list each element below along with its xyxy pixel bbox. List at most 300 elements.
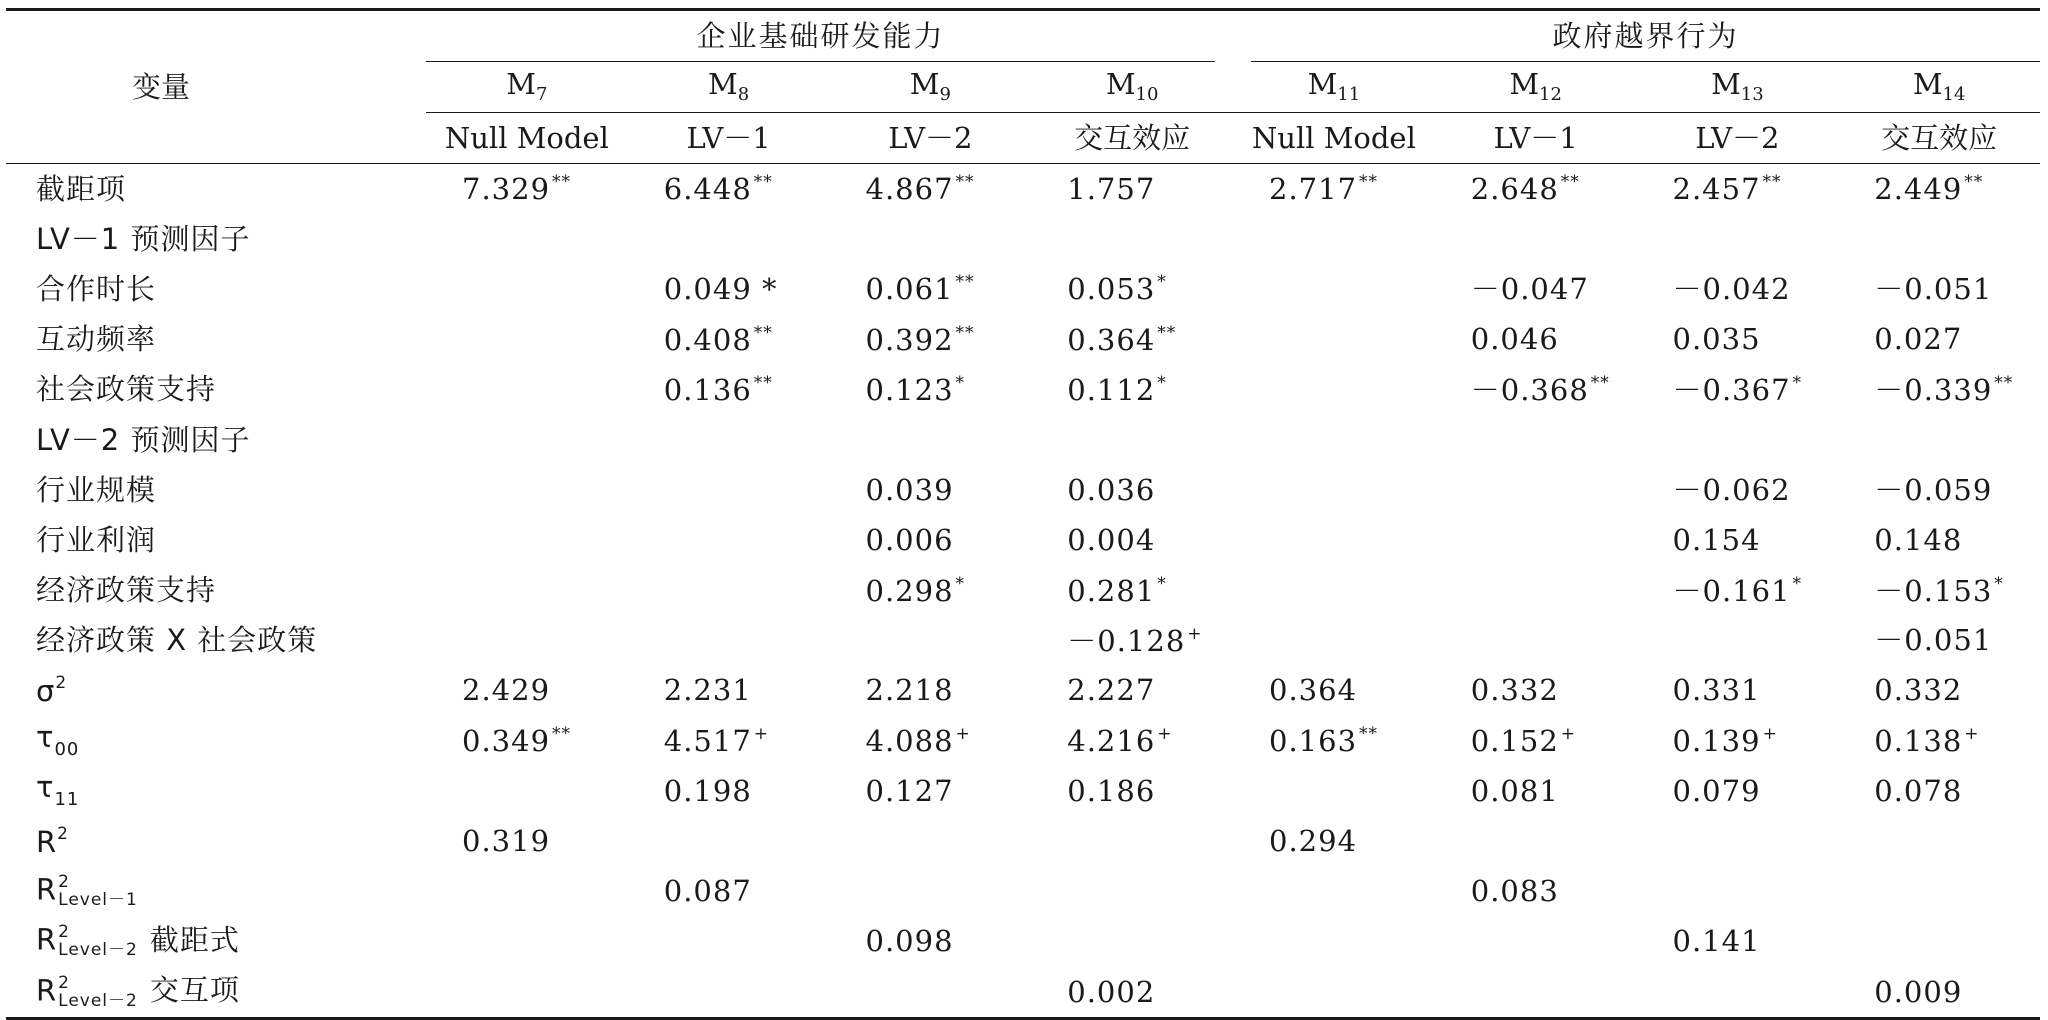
significance-marker: ** (1994, 372, 2014, 393)
significance-marker: ** (1964, 172, 1984, 193)
table-cell (628, 666, 830, 716)
table-cell (628, 164, 830, 215)
table-cell (1637, 967, 1839, 1019)
table-cell (426, 465, 628, 515)
table-cell (1031, 566, 1233, 616)
table-cell (628, 465, 830, 515)
model-type-m9: LV－2 (830, 113, 1032, 164)
table-row (6, 766, 2040, 816)
table-cell (426, 666, 628, 716)
cell-value: 2.449 (1874, 172, 1963, 207)
table-cell (830, 766, 1032, 816)
significance-marker: ** (1560, 172, 1580, 193)
cell-value: 0.081 (1470, 773, 1559, 808)
table-cell (426, 917, 628, 967)
row-label-text: LV－1 预测因子 (36, 221, 251, 256)
cell-value: 0.035 (1672, 322, 1761, 357)
table-cell (426, 315, 628, 365)
table-row (6, 716, 2040, 766)
table-cell (1233, 465, 1435, 515)
table-row (6, 666, 2040, 716)
table-cell (830, 214, 1032, 264)
cell-value: 0.009 (1874, 974, 1963, 1009)
cell-value: 1.757 (1067, 171, 1156, 206)
model-type-m10: 交互效应 (1031, 113, 1233, 164)
table-cell (830, 666, 1032, 716)
table-cell (1233, 214, 1435, 264)
row-label (6, 214, 426, 264)
row-label (6, 666, 426, 716)
cell-value: 0.004 (1067, 522, 1156, 557)
table-cell (628, 365, 830, 415)
cell-value: 0.049 * (663, 271, 778, 306)
table-cell (1435, 816, 1637, 866)
table-cell (1637, 816, 1839, 866)
row-label-scripts (58, 972, 138, 1011)
table-cell (426, 766, 628, 816)
table-row (6, 566, 2040, 616)
table-cell (1233, 867, 1435, 917)
table-cell (426, 716, 628, 766)
significance-marker: ** (955, 322, 975, 343)
table-cell (1233, 967, 1435, 1019)
table-cell (1435, 264, 1637, 314)
row-label (6, 616, 426, 666)
row-label (6, 867, 426, 917)
table-cell (1031, 616, 1233, 666)
table-cell (1637, 716, 1839, 766)
table-row (6, 867, 2040, 917)
cell-value: －0.368 (1470, 372, 1589, 407)
table-cell (628, 766, 830, 816)
model-id-m9: $M_9$ (909, 67, 951, 105)
cell-value: 0.053 (1067, 272, 1156, 307)
cell-value: 0.163 (1269, 724, 1358, 759)
cell-value: 2.227 (1067, 673, 1156, 708)
table-cell (1031, 867, 1233, 917)
table-cell (1838, 816, 2040, 866)
table-cell (1031, 315, 1233, 365)
row-label-text: τ (36, 720, 55, 755)
table-cell (628, 816, 830, 866)
table-cell (1435, 465, 1637, 515)
cell-value: 0.392 (865, 322, 954, 357)
table-cell (1637, 214, 1839, 264)
table-cell (830, 867, 1032, 917)
cell-value: －0.062 (1672, 472, 1791, 507)
table-cell (1435, 967, 1637, 1019)
table-cell (426, 264, 628, 314)
significance-marker: ** (1359, 172, 1379, 193)
table-cell (1031, 666, 1233, 716)
table-cell (1637, 666, 1839, 716)
row-label-text: 社会政策支持 (36, 372, 217, 407)
table-cell (1838, 164, 2040, 215)
row-label (6, 415, 426, 465)
row-label-text: R (36, 825, 58, 860)
significance-marker: ** (552, 724, 572, 745)
significance-marker: ** (1359, 724, 1379, 745)
significance-marker: * (955, 372, 966, 393)
significance-marker: ** (955, 272, 975, 293)
cell-value: 0.186 (1067, 773, 1156, 808)
row-label (6, 315, 426, 365)
significance-marker: + (1187, 623, 1203, 644)
row-label (6, 816, 426, 866)
group-title-gov: 政府越界行为 (1251, 11, 2040, 62)
table-cell (1838, 867, 2040, 917)
table-cell (1031, 365, 1233, 415)
table-cell (1838, 616, 2040, 666)
row-label (6, 264, 426, 314)
model-id-m7: $M_7$ (506, 67, 548, 105)
row-label (6, 917, 426, 967)
model-id-m13: $M_{13}$ (1711, 67, 1764, 105)
row-label-sub: Level－1 (58, 890, 138, 911)
cell-value: －0.051 (1874, 623, 1993, 658)
table-cell (426, 616, 628, 666)
cell-value: 0.349 (462, 724, 551, 759)
table-cell (830, 716, 1032, 766)
model-type-m7: Null Model (426, 113, 628, 164)
table-cell (628, 264, 830, 314)
cell-value: 0.087 (663, 874, 752, 909)
row-label-text: R (36, 922, 58, 957)
table-row (6, 214, 2040, 264)
row-label-text: R (36, 973, 58, 1008)
table-cell (426, 566, 628, 616)
cell-value: 2.457 (1672, 172, 1761, 207)
significance-marker: ** (1590, 372, 1610, 393)
row-label (6, 515, 426, 565)
row-label-text: 截距项 (36, 171, 127, 206)
table-cell (426, 415, 628, 465)
group-title-rd: 企业基础研发能力 (426, 11, 1215, 62)
table-cell (1637, 515, 1839, 565)
table-cell (1838, 967, 2040, 1019)
significance-marker: + (1762, 724, 1778, 745)
row-label-sub: Level－2 (58, 990, 138, 1011)
table-cell (830, 365, 1032, 415)
table-cell (1637, 766, 1839, 816)
table-cell (628, 214, 830, 264)
table-cell (830, 967, 1032, 1019)
significance-marker: ** (955, 172, 975, 193)
table-cell (1435, 214, 1637, 264)
table-cell (1838, 264, 2040, 314)
table-cell (830, 264, 1032, 314)
table-row (6, 465, 2040, 515)
table-row (6, 917, 2040, 967)
table-cell (426, 365, 628, 415)
significance-marker: ** (753, 322, 773, 343)
table-cell (1435, 616, 1637, 666)
model-type-m11: Null Model (1233, 113, 1435, 164)
table-cell (1435, 716, 1637, 766)
table-cell (830, 917, 1032, 967)
cell-value: 6.448 (663, 172, 752, 207)
table-cell (1233, 365, 1435, 415)
model-id-m10: $M_{10}$ (1105, 67, 1159, 105)
row-label (6, 365, 426, 415)
cell-value: 2.218 (865, 673, 954, 708)
row-label (6, 164, 426, 215)
table-header (6, 10, 2040, 164)
table-cell (830, 816, 1032, 866)
significance-marker: + (1157, 724, 1173, 745)
group-header-gov-overreach (1233, 10, 2040, 63)
cell-value: 0.281 (1067, 573, 1156, 608)
cell-value: 0.027 (1874, 322, 1963, 357)
row-label-tail: 截距式 (149, 922, 240, 957)
table-cell (830, 415, 1032, 465)
row-label-text: 合作时长 (36, 271, 157, 306)
model-id-m8: $M_8$ (708, 67, 750, 105)
model-type-m14: 交互效应 (1838, 113, 2040, 164)
cell-value: 2.717 (1269, 172, 1358, 207)
cell-value: －0.339 (1874, 372, 1993, 407)
table-row (6, 415, 2040, 465)
table-cell (830, 315, 1032, 365)
table-cell (1233, 164, 1435, 215)
table-cell (1031, 164, 1233, 215)
table-cell (628, 566, 830, 616)
significance-marker: ** (753, 372, 773, 393)
row-label-text: LV－2 预测因子 (36, 422, 251, 457)
cell-value: 0.298 (865, 573, 954, 608)
cell-value: －0.367 (1672, 372, 1791, 407)
significance-marker: + (1964, 724, 1980, 745)
table-cell (1031, 515, 1233, 565)
table-cell (1838, 566, 2040, 616)
table-cell (1838, 214, 2040, 264)
cell-value: 0.083 (1470, 874, 1559, 909)
table-cell (1233, 566, 1435, 616)
model-id-m12: $M_{12}$ (1509, 67, 1562, 105)
regression-table (6, 8, 2040, 1020)
cell-value: 0.002 (1067, 974, 1156, 1009)
significance-marker: * (1157, 573, 1167, 594)
table-cell (830, 616, 1032, 666)
row-label-sub: 00 (54, 739, 80, 761)
cell-value: 0.332 (1470, 673, 1559, 708)
cell-value: 0.319 (462, 824, 551, 859)
table-cell (1435, 766, 1637, 816)
table-cell (426, 164, 628, 215)
table-row (6, 164, 2040, 215)
cell-value: －0.161 (1672, 573, 1791, 608)
cell-value: 4.216 (1067, 724, 1156, 759)
cell-value: 0.364 (1067, 322, 1156, 357)
table-cell (1637, 867, 1839, 917)
significance-marker: ** (1762, 172, 1782, 193)
significance-marker: * (1792, 573, 1803, 594)
cell-value: 2.429 (462, 673, 551, 708)
cell-value: 0.331 (1672, 673, 1761, 708)
model-type-m8: LV－1 (628, 113, 830, 164)
table-cell (830, 566, 1032, 616)
table-cell (1031, 716, 1233, 766)
row-label-text: 经济政策 X 社会政策 (36, 623, 318, 658)
row-label-text: σ (36, 674, 56, 709)
row-label-sub: 11 (54, 789, 80, 811)
cell-value: 0.332 (1874, 673, 1963, 708)
significance-marker: * (1157, 372, 1167, 393)
model-id-m11: $M_{11}$ (1307, 67, 1361, 105)
cell-value: 0.148 (1874, 522, 1963, 557)
table-cell (1233, 716, 1435, 766)
significance-marker: + (955, 724, 971, 745)
group-header-rd-capability (426, 10, 1233, 63)
table-cell (1233, 766, 1435, 816)
cell-value: 0.139 (1672, 724, 1761, 759)
table-cell (1838, 315, 2040, 365)
table-cell (628, 967, 830, 1019)
table-cell (1637, 566, 1839, 616)
table-cell (426, 515, 628, 565)
table-cell (1838, 465, 2040, 515)
table-cell (628, 716, 830, 766)
cell-value: 2.231 (663, 673, 752, 708)
table-cell (1435, 415, 1637, 465)
table-row (6, 264, 2040, 314)
table-cell (1435, 365, 1637, 415)
cell-value: 0.123 (865, 372, 954, 407)
table-cell (1435, 917, 1637, 967)
table-cell (1838, 666, 2040, 716)
significance-marker: * (1792, 372, 1803, 393)
cell-value: －0.128 (1067, 623, 1186, 658)
row-label (6, 465, 426, 515)
row-label (6, 967, 426, 1019)
table-cell (1637, 616, 1839, 666)
cell-value: 0.294 (1269, 824, 1358, 859)
table-cell (426, 816, 628, 866)
table-cell (1031, 917, 1233, 967)
variable-column-header: 变量 (6, 10, 426, 164)
row-label-sup: 2 (58, 872, 70, 893)
table-cell (1637, 164, 1839, 215)
table-cell (628, 315, 830, 365)
row-label-sup: 2 (58, 922, 70, 943)
table-row (6, 515, 2040, 565)
cell-value: 0.136 (663, 372, 752, 407)
table-body (6, 164, 2040, 1019)
table-cell (1031, 214, 1233, 264)
significance-marker: + (1560, 724, 1577, 745)
cell-value: 0.138 (1874, 724, 1963, 759)
significance-marker: * (955, 573, 966, 594)
row-label-sup: 2 (58, 972, 70, 993)
cell-value: 0.154 (1672, 522, 1761, 557)
model-type-m12: LV－1 (1435, 113, 1637, 164)
row-label-tail: 交互项 (149, 973, 240, 1008)
table-row (6, 967, 2040, 1019)
row-label-text: 行业规模 (36, 472, 157, 507)
row-label (6, 716, 426, 766)
table-cell (830, 465, 1032, 515)
table-cell (1637, 264, 1839, 314)
cell-value: 7.329 (462, 172, 551, 207)
regression-table-container (0, 8, 2048, 1020)
table-cell (628, 515, 830, 565)
table-cell (1637, 465, 1839, 515)
cell-value: 0.039 (865, 472, 954, 507)
table-cell (1435, 164, 1637, 215)
cell-value: 4.088 (865, 724, 954, 759)
table-cell (1233, 415, 1435, 465)
table-cell (1838, 766, 2040, 816)
row-label-sup: 2 (57, 824, 69, 845)
table-cell (1637, 917, 1839, 967)
cell-value: －0.051 (1874, 271, 1993, 306)
cell-value: 0.408 (663, 322, 752, 357)
table-cell (1435, 666, 1637, 716)
table-cell (830, 515, 1032, 565)
table-cell (1838, 917, 2040, 967)
row-label-text: 互动频率 (36, 322, 157, 357)
cell-value: 2.648 (1470, 172, 1559, 207)
row-label-text: 经济政策支持 (36, 573, 217, 608)
table-cell (1838, 515, 2040, 565)
row-label-scripts (58, 874, 138, 909)
table-cell (1637, 315, 1839, 365)
table-cell (1031, 415, 1233, 465)
cell-value: 4.517 (663, 724, 752, 759)
cell-value: －0.153 (1874, 573, 1993, 608)
model-type-m13: LV－2 (1637, 113, 1839, 164)
row-label-sup: 2 (55, 673, 68, 694)
significance-marker: ** (1157, 322, 1177, 343)
significance-marker: * (1157, 272, 1167, 293)
table-cell (1031, 816, 1233, 866)
table-cell (1233, 616, 1435, 666)
table-cell (1435, 867, 1637, 917)
table-cell (1435, 515, 1637, 565)
table-cell (426, 214, 628, 264)
table-cell (628, 415, 830, 465)
cell-value: 0.006 (865, 522, 954, 557)
row-label (6, 766, 426, 816)
row-label-text: 行业利润 (36, 522, 157, 557)
row-label-sub: Level－2 (58, 940, 138, 961)
table-row (6, 365, 2040, 415)
table-cell (1031, 264, 1233, 314)
table-cell (628, 867, 830, 917)
table-cell (628, 917, 830, 967)
cell-value: 0.112 (1067, 372, 1156, 407)
cell-value: －0.047 (1470, 271, 1589, 306)
cell-value: －0.059 (1874, 472, 1993, 507)
cell-value: 0.364 (1269, 673, 1358, 708)
cell-value: 0.141 (1672, 924, 1761, 959)
significance-marker: * (1994, 573, 2004, 594)
row-label-scripts (58, 924, 138, 959)
cell-value: 0.061 (865, 272, 954, 307)
significance-marker: ** (552, 172, 572, 193)
table-cell (1637, 365, 1839, 415)
table-cell (1637, 415, 1839, 465)
table-cell (1233, 515, 1435, 565)
model-id-m14: $M_{14}$ (1912, 67, 1966, 105)
table-cell (1435, 566, 1637, 616)
table-cell (1838, 716, 2040, 766)
table-cell (628, 616, 830, 666)
row-label-text: R (36, 872, 58, 907)
cell-value: 0.127 (865, 773, 954, 808)
table-cell (1233, 917, 1435, 967)
table-cell (1233, 816, 1435, 866)
